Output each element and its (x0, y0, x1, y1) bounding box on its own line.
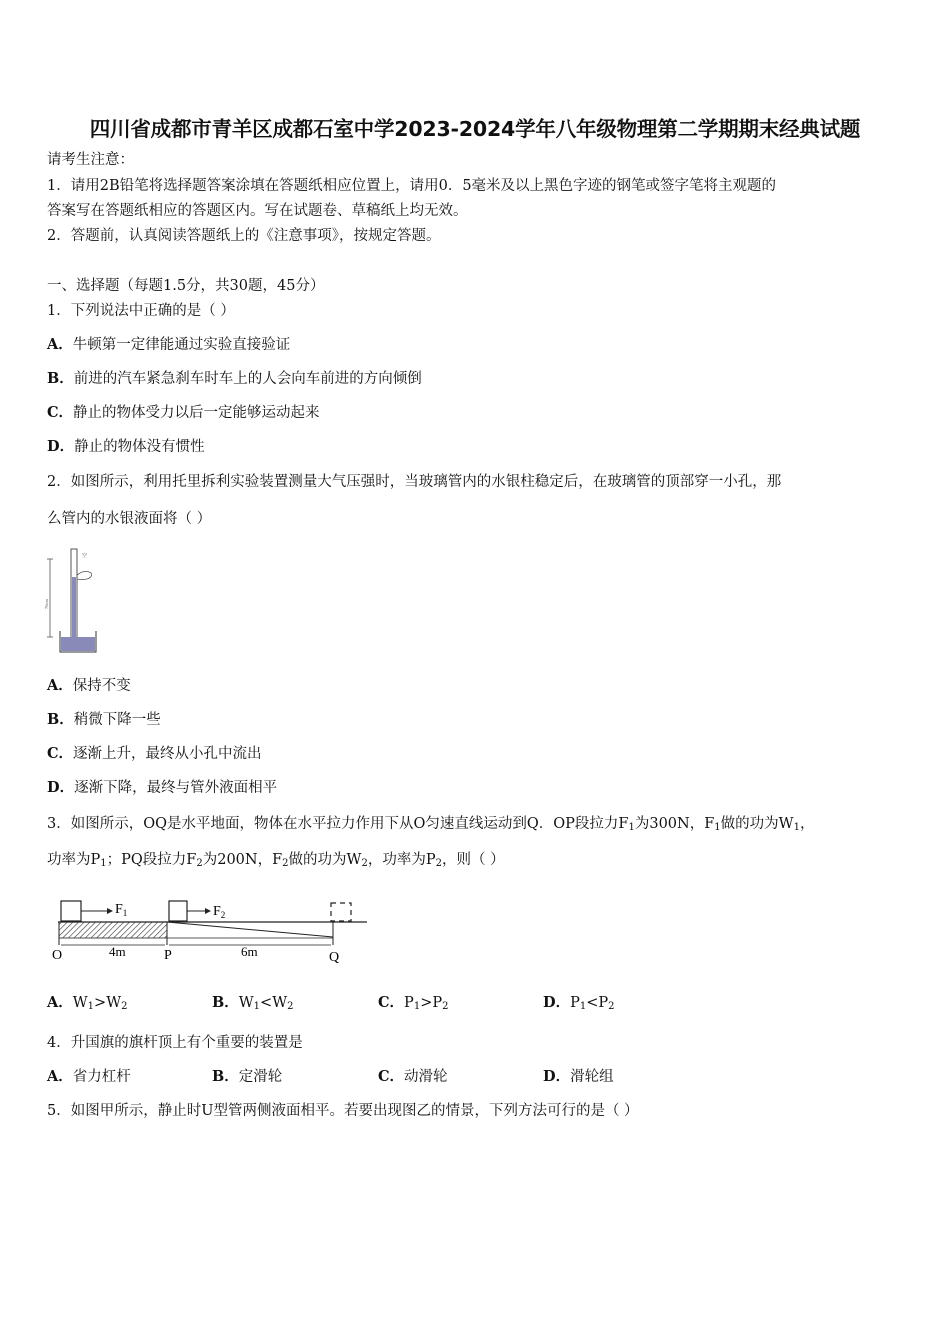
rough-surface-op (59, 922, 167, 938)
basin-mercury (61, 637, 95, 651)
notice-line-1b: 答案写在答题纸相应的答题区内。写在试题卷、草稿纸上均无效。 (47, 203, 468, 219)
section-heading: 一、选择题（每题1.5分，共30题，45分） (47, 278, 325, 294)
point-q-label: Q (329, 950, 340, 965)
q2-option-b (47, 711, 161, 729)
force-f1-label: $F_1$ (115, 902, 128, 918)
q3-option-b: B．$W_1<W_2$ (212, 994, 294, 1012)
q5-stem: 5．如图甲所示，静止时U型管两侧液面相平。若要出现图乙的情景，下列方法可行的是（ ） (47, 1103, 639, 1119)
ruler-label: 76cm (44, 599, 49, 609)
q1-option-c-text: 静止的物体受力以后一定能够运动起来 (73, 405, 320, 421)
q1-option-b-label: B． (47, 370, 74, 387)
block-at-p (169, 901, 187, 921)
q1-option-d (47, 438, 205, 456)
q1-option-c (47, 404, 320, 422)
hand-icon (77, 571, 92, 579)
block-at-q-dashed (331, 903, 351, 921)
q4-option-c: C．动滑轮 (378, 1068, 448, 1085)
notice-line-2: 2．答题前，认真阅读答题纸上的《注意事项》，按规定答题。 (47, 228, 441, 244)
q3-stem-line-2: 功率为$P_1$；PQ段拉力$F_2$为200N，$F_2$做的功为$W_2$，功率为$P_2$，则（ ） (47, 852, 505, 869)
q2-option-a (47, 677, 131, 695)
distance-op-label: 4m (109, 944, 126, 959)
q2-option-b-text: 稍微下降一些 (73, 712, 161, 728)
q2-option-b-label: B． (47, 711, 74, 728)
q3-option-c: C．$P_1>P_2$ (378, 994, 449, 1012)
q1-stem: 1．下列说法中正确的是（ ） (47, 303, 235, 319)
q2-option-c-label: C． (47, 745, 74, 762)
q3-stem-line-1: 3．如图所示，OQ是水平地面，物体在水平拉力作用下从O匀速直线运动到Q．OP段拉力$F_1$为300N，$F_1$做的功为$W_1$， (47, 816, 815, 833)
q2-option-a-label: A． (47, 677, 73, 694)
q3-option-a: A．$W_1>W_2$ (47, 994, 128, 1012)
torricelli-figure (44, 545, 104, 657)
q2-option-d-text: 逐渐下降，最终与管外液面相平 (74, 780, 278, 796)
block-at-o (61, 901, 81, 921)
q2-stem-line-2: 么管内的水银液面将（ ） (47, 511, 212, 527)
mercury-column (72, 577, 76, 641)
motion-figure (45, 893, 380, 968)
tube-label-top: 空 (82, 554, 88, 559)
q2-option-d-label: D． (47, 779, 75, 796)
page-title: 四川省成都市青羊区成都石室中学2023-2024学年八年级物理第二学期期末经典试题 (89, 117, 861, 141)
q3-option-d: D．$P_1<P_2$ (543, 994, 615, 1012)
force-f2-arrowhead (205, 908, 211, 914)
q1-option-d-text: 静止的物体没有惯性 (74, 439, 205, 455)
distance-pq-label: 6m (241, 944, 258, 959)
q1-option-c-label: C． (47, 404, 74, 421)
q1-option-a-text: 牛顿第一定律能通过实验直接验证 (72, 337, 291, 353)
q1-option-b (47, 370, 422, 388)
q1-option-a (47, 336, 290, 354)
q2-option-c-text: 逐渐上升，最终从小孔中流出 (73, 746, 262, 762)
point-p-label: P (164, 948, 172, 963)
notice-line-1a: 1．请用2B铅笔将选择题答案涂填在答题纸相应位置上，请用0．5毫米及以上黑色字迹的钢笔或签字笔将主观题的 (47, 178, 777, 194)
surface-pq-edge (167, 922, 333, 937)
point-o-label: O (52, 948, 63, 963)
q2-option-d (47, 779, 277, 797)
q4-option-d: D．滑轮组 (543, 1068, 614, 1085)
q1-option-d-label: D． (47, 438, 75, 455)
q1-option-a-label: A． (47, 336, 73, 353)
q4-option-b: B．定滑轮 (212, 1068, 283, 1085)
q4-stem: 4．升国旗的旗杆顶上有个重要的装置是 (47, 1035, 303, 1051)
q4-option-a: A．省力杠杆 (47, 1068, 131, 1085)
q1-option-b-text: 前进的汽车紧急刹车时车上的人会向车前进的方向倾倒 (73, 371, 422, 387)
force-f1-arrowhead (107, 908, 113, 914)
q2-option-a-text: 保持不变 (72, 678, 131, 694)
force-f2-label: $F_2$ (213, 904, 226, 920)
notice-heading: 请考生注意： (47, 152, 134, 168)
q2-option-c (47, 745, 262, 763)
q2-stem-line-1: 2．如图所示，利用托里拆利实验装置测量大气压强时，当玻璃管内的水银柱稳定后，在玻璃管的顶部穿一小孔，那 (47, 474, 782, 490)
